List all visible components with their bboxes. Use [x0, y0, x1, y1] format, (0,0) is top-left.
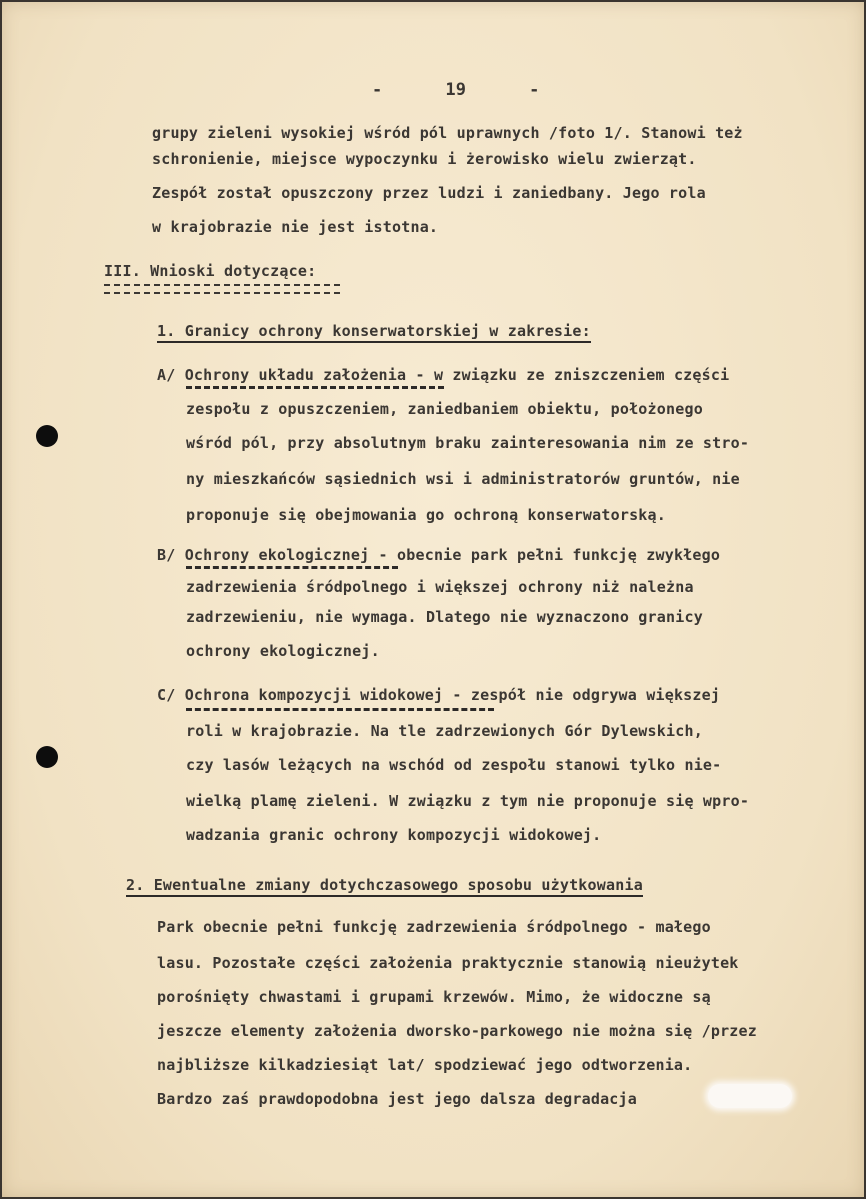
item-c-line: czy lasów leżących na wschód od zespołu stanowi tylko nie-: [186, 756, 722, 774]
intro-line: w krajobrazie nie jest istotna.: [152, 218, 439, 236]
intro-line: grupy zieleni wysokiej wśród pól uprawnych /foto 1/. Stanowi też: [152, 124, 743, 142]
item-a-line: wśród pól, przy absolutnym braku zainteresowania nim ze stro-: [186, 434, 750, 452]
item-a-text: - w związku ze zniszczeniem części: [406, 366, 730, 384]
item-c-marker: C/: [157, 686, 176, 704]
subsection-1-title: [157, 322, 591, 340]
item-c-first-line: [157, 686, 720, 704]
item-a-line: ny mieszkańców sąsiednich wsi i administratorów gruntów, nie: [186, 470, 740, 488]
intro-line: Zespół został opuszczony przez ludzi i zaniedbany. Jego rola: [152, 184, 706, 202]
punch-hole: [36, 425, 58, 447]
item-c-text: - zespół nie odgrywa większej: [443, 686, 721, 704]
intro-line: schronienie, miejsce wypoczynku i żerowisko wielu zwierząt.: [152, 150, 697, 168]
item-a-label-underline: [186, 386, 444, 389]
subsection-2-title: [126, 876, 643, 894]
item-a-marker: A/: [157, 366, 176, 384]
item-c-line: wadzania granic ochrony kompozycji widokowej.: [186, 826, 602, 844]
subsection-2-line: porośnięty chwastami i grupami krzewów. Mimo, że widoczne są: [157, 988, 711, 1006]
item-a-line: proponuje się obejmowania go ochroną konserwatorską.: [186, 506, 666, 524]
page-number: 19: [445, 80, 467, 100]
subsection-2-title-text: 2. Ewentualne zmiany dotychczasowego sposobu użytkowania: [126, 876, 643, 897]
item-a-label: Ochrony układu założenia: [184, 366, 407, 384]
punch-hole: [36, 746, 58, 768]
subsection-2-line: Bardzo zaś prawdopodobna jest jego dalsza degradacja: [157, 1090, 637, 1108]
dash-left: -: [372, 80, 383, 100]
item-b-line: zadrzewieniu, nie wymaga. Dlatego nie wyznaczono granicy: [186, 608, 703, 626]
subsection-2-line: najbliższe kilkadziesiąt lat/ spodziewać jego odtworzenia.: [157, 1056, 693, 1074]
item-b-label: Ochrony ekologicznej: [184, 546, 370, 564]
item-b-first-line: [157, 546, 720, 564]
correction-fluid-mark: [708, 1084, 792, 1108]
item-b-line: ochrony ekologicznej.: [186, 642, 380, 660]
dash-right: -: [529, 80, 540, 100]
subsection-2-line: jeszcze elementy założenia dworsko-parkowego nie można się /przez: [157, 1022, 757, 1040]
page-number-line: [372, 80, 540, 100]
item-c-label-underline: [186, 708, 494, 711]
item-b-text: - obecnie park pełni funkcję zwykłego: [369, 546, 721, 564]
subsection-2-line: Park obecnie pełni funkcję zadrzewienia śródpolnego - małego: [157, 918, 711, 936]
item-c-label: Ochrona kompozycji widokowej: [184, 686, 444, 704]
item-c-line: roli w krajobrazie. Na tle zadrzewionych Gór Dylewskich,: [186, 722, 703, 740]
item-b-marker: B/: [157, 546, 176, 564]
heading-double-underline: [104, 284, 340, 294]
item-a-first-line: [157, 366, 729, 384]
item-a-line: zespołu z opuszczeniem, zaniedbaniem obiektu, położonego: [186, 400, 703, 418]
subsection-2-line: lasu. Pozostałe części założenia praktycznie stanowią nieużytek: [157, 954, 739, 972]
item-c-line: wielką plamę zieleni. W związku z tym nie proponuje się wpro-: [186, 792, 750, 810]
section-heading: III. Wnioski dotyczące:: [104, 262, 317, 280]
item-b-label-underline: [186, 566, 398, 569]
subsection-1-title-text: 1. Granicy ochrony konserwatorskiej w zakresie:: [157, 322, 591, 343]
item-b-line: zadrzewienia śródpolnego i większej ochrony niż należna: [186, 578, 694, 596]
